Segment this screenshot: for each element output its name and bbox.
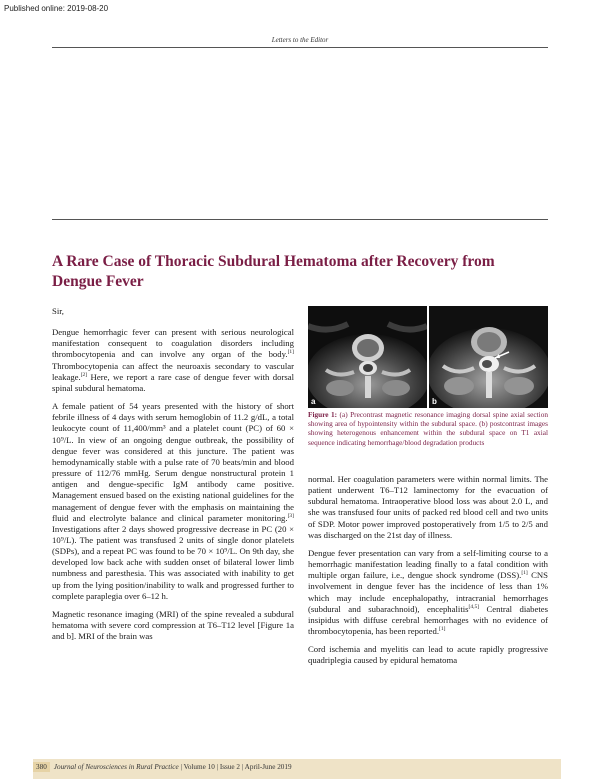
paragraph-cord: Cord ischemia and myelitis can lead to acute rapidly progressive quadriplegia caused by epidural hematoma xyxy=(308,644,548,666)
journal-name: Journal of Neurosciences in Rural Practice xyxy=(53,763,179,771)
volume: Volume 10 xyxy=(183,763,215,771)
page-footer: 380 Journal of Neurosciences in Rural Practice | Volume 10 | Issue 2 | April-June 2019 xyxy=(33,762,292,772)
header-rule xyxy=(52,47,548,48)
issue: Issue 2 xyxy=(219,763,241,771)
citation[interactable]: [3] xyxy=(287,512,294,519)
citation[interactable]: [1] xyxy=(287,349,294,356)
figure-caption: Figure 1: (a) Precontrast magnetic resonance imaging dorsal spine axial section showing area of hypointensity within the subdural space. (b) postcontrast images showing heterogenous enhancement within the subdural space on T1 axial sequence indicating hemorrhage/blood degradation products xyxy=(308,410,548,447)
article-title: A Rare Case of Thoracic Subdural Hematoma after Recovery from Dengue Fever xyxy=(52,253,495,290)
citation[interactable]: [1] xyxy=(439,626,446,633)
paragraph-case: A female patient of 54 years presented with the history of short febrile illness of 4 days with serum hemoglobin of 11.2 g/dL, a total leukocyte count of 11,400/mm³ and a platelet count (PC) of 60 × 10⁹/L. In view of an ongoing dengue outbreak, the possibility of dengue fever was considered at this juncture. The patient was hemodynamically stable with a pulse rate of 70 beats/min and blood pressure of 112/76 mmHg. Serum dengue nonstructural protein 1 antigen and dengue-specific IgM antibody came positive. Management ensued based on the existing national guidelines for the management of dengue fever with the emphasis on maintaining the fluid and electrolyte balance and clinical parameter monitoring.[3] Investigations after 2 days showed progressive decrease in PC (20 × 10⁹/L). The patient was transfused 2 units of single donor platelets (SDPs), and a repeat PC was found to be 70 × 10⁹/L. On 9th day, she developed low back ache with sudden onset of bilateral lower limb numbness and paresthesia. This was associated with inability to get up from the lying position/inability to walk and progressed further to complete paraplegia over 6–12 h. xyxy=(52,401,294,601)
panel-label: a xyxy=(311,397,316,406)
running-head: Letters to the Editor xyxy=(271,36,329,44)
paragraph-outcome: normal. Her coagulation parameters were within normal limits. The patient underwent T6–T12 laminectomy for the evacuation of subdural hematoma. Intraoperative blood loss was about 2.0 L, and she was transfused four units of packed red blood cell and two units of SDP. Motor power improved postoperatively from 1/5 to 2/5 and was discharged on the 21st day of illness. xyxy=(308,474,548,540)
paragraph-mri: Magnetic resonance imaging (MRI) of the spine revealed a subdural hematoma with severe cord compression at T6–T12 level [Figure 1a and b]. MRI of the brain was xyxy=(52,608,294,642)
mri-image-postcontrast xyxy=(429,306,548,408)
issue-date: April-June 2019 xyxy=(244,763,292,771)
right-column xyxy=(308,474,548,674)
panel-label: b xyxy=(432,397,437,406)
salutation: Sir, xyxy=(52,306,64,316)
figure-1 xyxy=(308,306,548,408)
published-online-note: Published online: 2019-08-20 xyxy=(4,4,109,13)
mri-image-precontrast xyxy=(308,306,427,408)
paragraph-discussion: Dengue fever presentation can vary from a self-limiting course to a hemorrhagic manifestation leading finally to a fatal condition with multiple organ failure, i.e., dengue shock syndrome (DSS).[1] CNS involvement in dengue fever has the incidence of less than 1% which may include encephalopathy, intracranial hemorrhages (subdural and subarachnoid), encephalitis[4,5] Central diabetes insipidus with diffuse cerebral hemorrhages with no evidence of thrombocytopenia, has been reported.[1] xyxy=(308,547,549,637)
left-column xyxy=(52,306,294,649)
paragraph-intro: Dengue hemorrhagic fever can present with serious neurological manifestation consequent to coagulation disorders including thrombocytopenia and can involve any organ of the body.[1] Thrombocytopenia can affect the neuroaxis secondary to vascular leakage.[2] Here, we report a rare case of dengue fever with dorsal spinal subdural hematoma. xyxy=(52,327,294,393)
citation[interactable]: [1] xyxy=(521,570,528,577)
section-rule xyxy=(52,219,548,220)
citation[interactable]: [2] xyxy=(80,371,88,378)
page-number: 380 xyxy=(33,762,50,772)
citation[interactable]: [4,5] xyxy=(468,603,480,610)
